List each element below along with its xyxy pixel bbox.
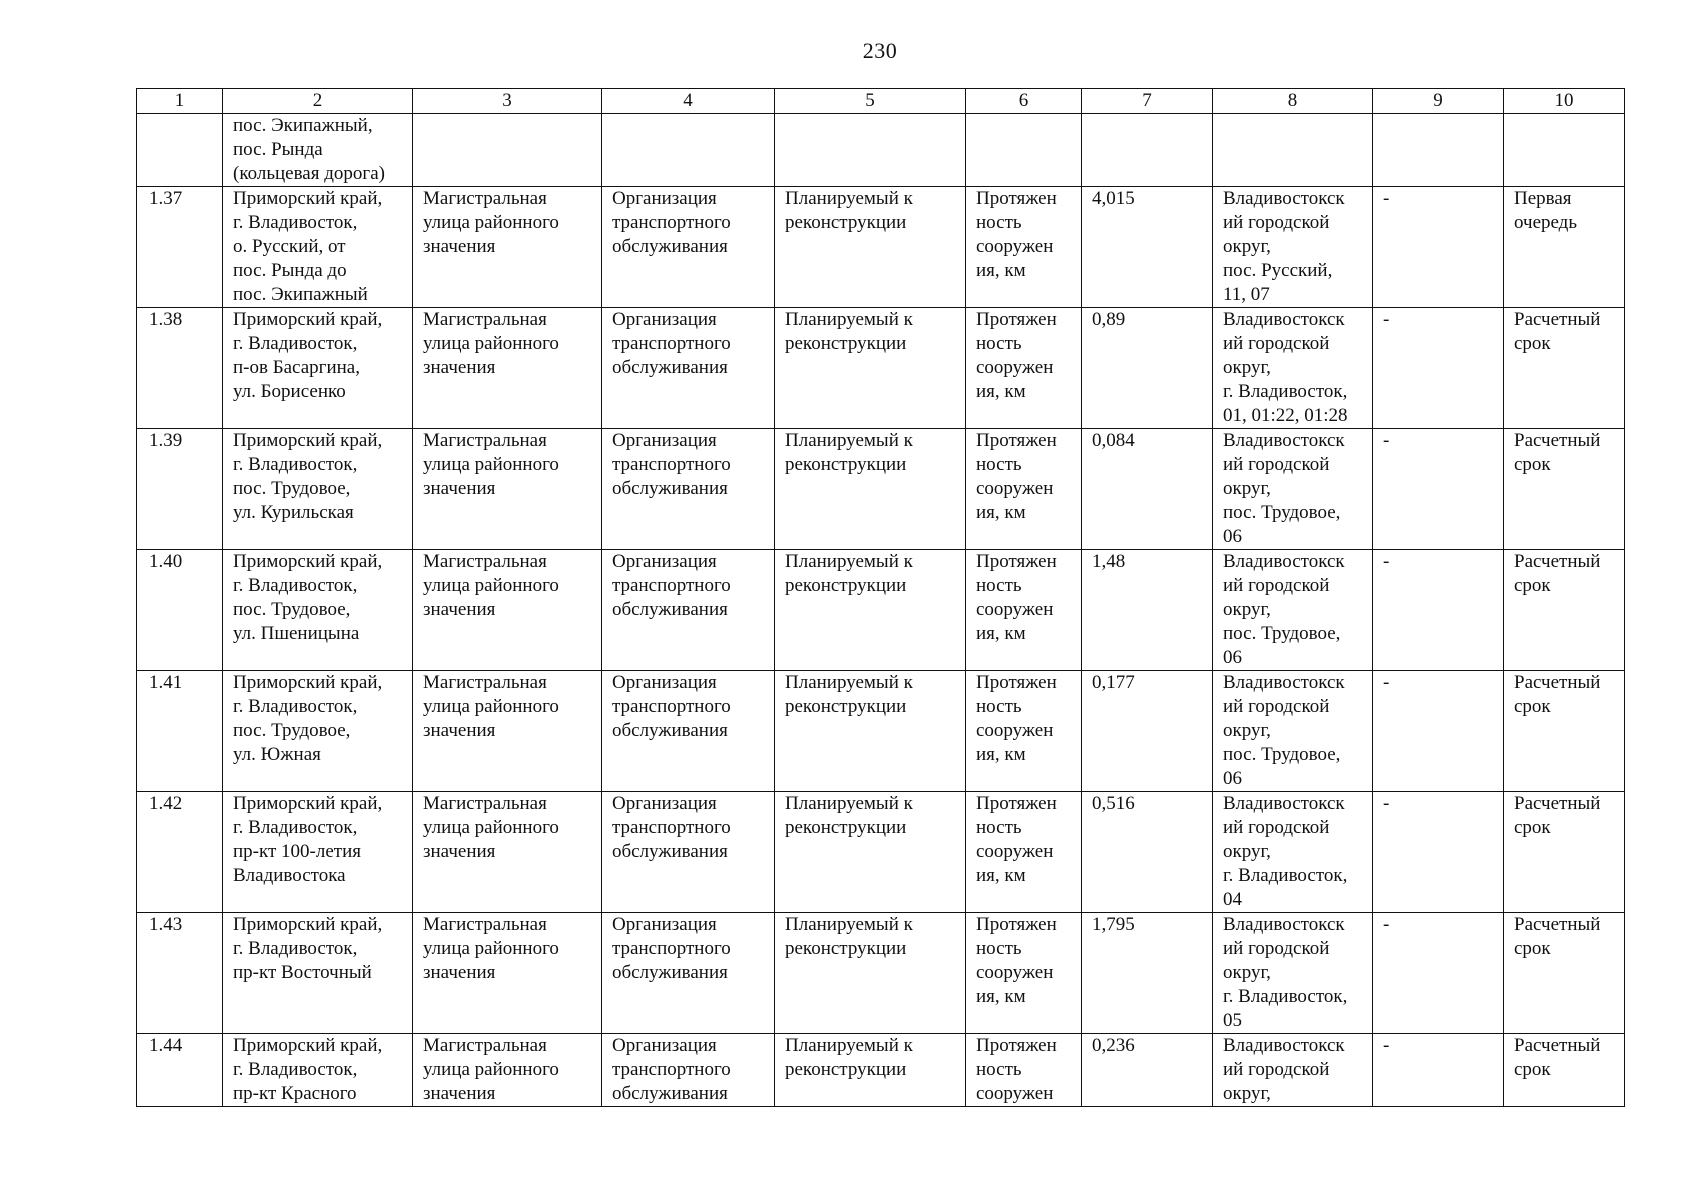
page-number: 230 xyxy=(862,38,898,63)
cell-zone xyxy=(1373,114,1504,187)
cell-term: Расчетный срок xyxy=(1504,429,1625,550)
cell-characteristic xyxy=(966,114,1082,187)
cell-location: Приморский край, г. Владивосток, пр-кт Красного xyxy=(223,1034,413,1107)
cell-type: Магистральная улица районного значения xyxy=(413,913,602,1034)
header-row xyxy=(137,89,1625,114)
cell-term: Расчетный срок xyxy=(1504,550,1625,671)
cell-district: Владивостокск ий городской округ, пос. Трудовое, 06 xyxy=(1213,671,1373,792)
table-row xyxy=(137,792,1625,913)
cell-term: Расчетный срок xyxy=(1504,792,1625,913)
table-row xyxy=(137,308,1625,429)
column-header: 3 xyxy=(413,89,602,114)
cell-zone: - xyxy=(1373,187,1504,308)
cell-district: Владивостокск ий городской округ, пос. Трудовое, 06 xyxy=(1213,550,1373,671)
column-header: 2 xyxy=(223,89,413,114)
cell-term xyxy=(1504,114,1625,187)
cell-status xyxy=(775,114,966,187)
cell-term: Расчетный срок xyxy=(1504,308,1625,429)
cell-district: Владивостокск ий городской округ, xyxy=(1213,1034,1373,1107)
cell-status: Планируемый к реконструкции xyxy=(775,913,966,1034)
cell-status: Планируемый к реконструкции xyxy=(775,429,966,550)
cell-num xyxy=(137,114,223,187)
table-row xyxy=(137,429,1625,550)
table-row xyxy=(137,671,1625,792)
column-header: 9 xyxy=(1373,89,1504,114)
cell-num: 1.39 xyxy=(137,429,223,550)
cell-location: Приморский край, г. Владивосток, пр-кт 100-летия Владивостока xyxy=(223,792,413,913)
cell-num: 1.37 xyxy=(137,187,223,308)
cell-status: Планируемый к реконструкции xyxy=(775,187,966,308)
cell-value: 0,236 xyxy=(1082,1034,1213,1107)
cell-location: Приморский край, г. Владивосток, пр-кт Восточный xyxy=(223,913,413,1034)
cell-purpose: Организация транспортного обслуживания xyxy=(602,308,775,429)
cell-district xyxy=(1213,114,1373,187)
cell-status: Планируемый к реконструкции xyxy=(775,1034,966,1107)
cell-characteristic: Протяжен ность сооружен xyxy=(966,1034,1082,1107)
cell-type: Магистральная улица районного значения xyxy=(413,671,602,792)
cell-purpose: Организация транспортного обслуживания xyxy=(602,913,775,1034)
column-header: 5 xyxy=(775,89,966,114)
cell-location: Приморский край, г. Владивосток, п-ов Басаргина, ул. Борисенко xyxy=(223,308,413,429)
cell-zone: - xyxy=(1373,429,1504,550)
cell-value xyxy=(1082,114,1213,187)
cell-type: Магистральная улица районного значения xyxy=(413,308,602,429)
cell-purpose: Организация транспортного обслуживания xyxy=(602,429,775,550)
cell-num: 1.38 xyxy=(137,308,223,429)
cell-value: 1,795 xyxy=(1082,913,1213,1034)
cell-location: Приморский край, г. Владивосток, пос. Трудовое, ул. Пшеницына xyxy=(223,550,413,671)
cell-status: Планируемый к реконструкции xyxy=(775,550,966,671)
column-header: 4 xyxy=(602,89,775,114)
cell-characteristic: Протяжен ность сооружен ия, км xyxy=(966,308,1082,429)
cell-status: Планируемый к реконструкции xyxy=(775,671,966,792)
cell-value: 0,89 xyxy=(1082,308,1213,429)
cell-district: Владивостокск ий городской округ, пос. Русский, 11, 07 xyxy=(1213,187,1373,308)
table-row xyxy=(137,913,1625,1034)
cell-district: Владивостокск ий городской округ, пос. Трудовое, 06 xyxy=(1213,429,1373,550)
cell-purpose xyxy=(602,114,775,187)
cell-purpose: Организация транспортного обслуживания xyxy=(602,1034,775,1107)
cell-district: Владивостокск ий городской округ, г. Владивосток, 04 xyxy=(1213,792,1373,913)
cell-district: Владивостокск ий городской округ, г. Владивосток, 05 xyxy=(1213,913,1373,1034)
cell-purpose: Организация транспортного обслуживания xyxy=(602,187,775,308)
cell-characteristic: Протяжен ность сооружен ия, км xyxy=(966,429,1082,550)
column-header: 7 xyxy=(1082,89,1213,114)
cell-value: 0,516 xyxy=(1082,792,1213,913)
cell-characteristic: Протяжен ность сооружен ия, км xyxy=(966,671,1082,792)
cell-zone: - xyxy=(1373,913,1504,1034)
cell-zone: - xyxy=(1373,308,1504,429)
cell-status: Планируемый к реконструкции xyxy=(775,792,966,913)
cell-value: 4,015 xyxy=(1082,187,1213,308)
cell-zone: - xyxy=(1373,671,1504,792)
table-row xyxy=(137,187,1625,308)
cell-location: Приморский край, г. Владивосток, о. Русский, от пос. Рында до пос. Экипажный xyxy=(223,187,413,308)
column-header: 8 xyxy=(1213,89,1373,114)
cell-term: Расчетный срок xyxy=(1504,671,1625,792)
cell-characteristic: Протяжен ность сооружен ия, км xyxy=(966,187,1082,308)
cell-purpose: Организация транспортного обслуживания xyxy=(602,792,775,913)
cell-district: Владивостокск ий городской округ, г. Владивосток, 01, 01:22, 01:28 xyxy=(1213,308,1373,429)
cell-value: 1,48 xyxy=(1082,550,1213,671)
cell-value: 0,084 xyxy=(1082,429,1213,550)
cell-num: 1.43 xyxy=(137,913,223,1034)
cell-type: Магистральная улица районного значения xyxy=(413,550,602,671)
cell-num: 1.40 xyxy=(137,550,223,671)
cell-zone: - xyxy=(1373,550,1504,671)
cell-type xyxy=(413,114,602,187)
cell-term: Расчетный срок xyxy=(1504,913,1625,1034)
column-header: 6 xyxy=(966,89,1082,114)
cell-term: Расчетный срок xyxy=(1504,1034,1625,1107)
cell-value: 0,177 xyxy=(1082,671,1213,792)
cell-purpose: Организация транспортного обслуживания xyxy=(602,550,775,671)
cell-zone: - xyxy=(1373,792,1504,913)
cell-type: Магистральная улица районного значения xyxy=(413,792,602,913)
cell-location: Приморский край, г. Владивосток, пос. Трудовое, ул. Курильская xyxy=(223,429,413,550)
cell-characteristic: Протяжен ность сооружен ия, км xyxy=(966,792,1082,913)
cell-purpose: Организация транспортного обслуживания xyxy=(602,671,775,792)
table-row xyxy=(137,1034,1625,1107)
cell-characteristic: Протяжен ность сооружен ия, км xyxy=(966,913,1082,1034)
column-header: 1 xyxy=(137,89,223,114)
cell-status: Планируемый к реконструкции xyxy=(775,308,966,429)
column-header: 10 xyxy=(1504,89,1625,114)
cell-num: 1.41 xyxy=(137,671,223,792)
cell-zone: - xyxy=(1373,1034,1504,1107)
cell-num: 1.44 xyxy=(137,1034,223,1107)
cell-type: Магистральная улица районного значения xyxy=(413,187,602,308)
cell-location: пос. Экипажный, пос. Рында (кольцевая дорога) xyxy=(223,114,413,187)
cell-location: Приморский край, г. Владивосток, пос. Трудовое, ул. Южная xyxy=(223,671,413,792)
cell-term: Первая очередь xyxy=(1504,187,1625,308)
table-row xyxy=(137,550,1625,671)
cell-characteristic: Протяжен ность сооружен ия, км xyxy=(966,550,1082,671)
cell-type: Магистральная улица районного значения xyxy=(413,429,602,550)
infrastructure-table xyxy=(136,88,1625,1107)
cell-type: Магистральная улица районного значения xyxy=(413,1034,602,1107)
cell-num: 1.42 xyxy=(137,792,223,913)
continuation-row xyxy=(137,114,1625,187)
